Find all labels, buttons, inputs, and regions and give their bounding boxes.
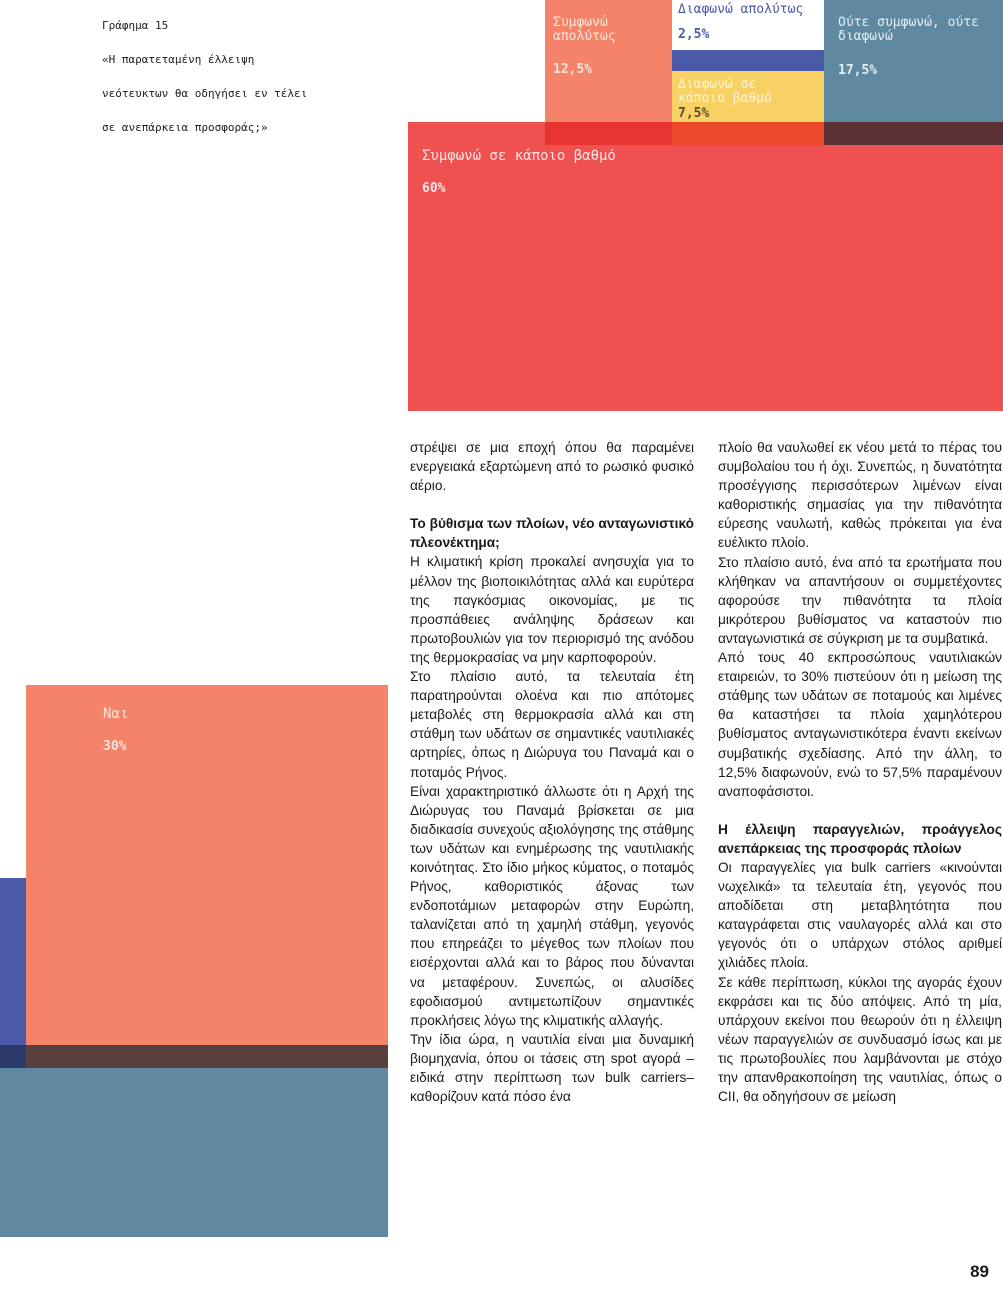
label-disagree-somewhat: Διαφωνώ σε κάποιο βαθμό (678, 77, 772, 106)
block-steel (0, 1068, 388, 1237)
chart-caption (102, 0, 392, 153)
overlap-orange-red (545, 122, 672, 145)
value-agree-fully: 12,5% (553, 62, 593, 77)
label-agree-somewhat: Συμφωνώ σε κάποιο βαθμό (422, 148, 616, 164)
col2-paragraph-4: Οι παραγγελίες για bulk carriers «κινούνται νωχελικά» τα τελευταία έτη, γεγονός που αποδίδεται στη μεταβλητότητα που καταγράφεται στις ναυλαγορές αλλά και στο γεγονός ότι ο υπάρχων στόλος αριθμεί χιλιάδες πλοία. (718, 859, 1002, 971)
col1-paragraph-5: Την ίδια ώρα, η ναυτιλία είναι μια δυναμική βιομηχανία, όπου οι τάσεις στη spot αγορά –ειδικά στην περίπτωση των bulk carriers– καθορίζουν κατά πόσο ένα (410, 1031, 694, 1105)
label-disagree-fully: Διαφωνώ απολύτως (678, 2, 804, 17)
col2-heading: Η έλλειψη παραγγελιών, προάγγελος ανεπάρκειας της προσφοράς πλοίων (718, 821, 1002, 856)
block-yes (26, 685, 388, 1045)
value-disagree-somewhat: 7,5% (678, 106, 710, 121)
col2-paragraph-2: Στο πλαίσιο αυτό, ένα από τα ερωτήματα που κλήθηκαν να απαντήσουν οι συμμετέχοντες αφορούσε την πιθανότητα τα πλοία μικρότερου βυθίσματος να καταστούν πιο ανταγωνιστικά σε σύγκριση με τα συμβατικά. (718, 554, 1002, 646)
caption-line-4: σε ανεπάρκεια προσφοράς;» (102, 121, 268, 134)
col2-paragraph-1: πλοίο θα ναυλωθεί εκ νέου μετά το πέρας του συμβολαίου του ή όχι. Συνεπώς, η δυνατότητα προσέγγισης περισσότερων λιμένων είναι καθοριστικής σημασίας για την πιθανότητα εύρεσης ναυλωτή, καθώς πρόκειται για ένα ευέλικτο πλοίο. (718, 440, 1002, 551)
col1-paragraph-1: στρέψει σε μια εποχή όπου θα παραμένει ενεργειακά εξαρτώμενη από το ρωσικό φυσικό αέριο. (410, 440, 694, 494)
col2-paragraph-3: Από τους 40 εκπροσώπους ναυτιλιακών εταιρειών, το 30% πιστεύουν ότι η μείωση της στάθμης των υδάτων σε ποταμούς και λιμένες θα καταστήσει τα πλοία χαμηλότερου βυθίσματος ανταγωνιστικότερα έναντι εκείνων συμβατικής σχεδίασης. Από την άλλη, το 12,5% διαφωνούν, ενώ το 57,5% παραμένουν αναποφάσιστοι. (718, 650, 1002, 799)
article-column-1 (410, 438, 694, 1106)
caption-line-3: νεότευκτων θα οδηγήσει εν τέλει (102, 87, 308, 100)
col1-paragraph-2: Η κλιματική κρίση προκαλεί ανησυχία για το μέλλον της βιοποικιλότητας αλλά και ευρύτερα της παγκόσμιας οικονομίας, με τις προσπάθειες ανάληψης δράσεων και πρωτοβουλιών για τον περιορισμό της ανόδου της θερμοκρασίας να μην καρποφορούν. (410, 554, 694, 665)
col2-paragraph-5: Σε κάθε περίπτωση, κύκλοι της αγοράς έχουν εκφράσει και τις δύο απόψεις. Από τη μία, υπάρχουν εκείνοι που θεωρούν ότι η έλλειψη νέων παραγγελιών σε συνδυασμό ίσως και με τις πρωτοβουλίες που λαμβάνονται με στόχο την απανθρακοποίηση της ναυτιλίας, όπως ο CII, θα οδηγήσουν σε μείωση (718, 974, 1002, 1105)
label-neutral: Ούτε συμφωνώ, ούτε διαφωνώ (838, 15, 979, 44)
value-disagree-fully: 2,5% (678, 27, 710, 42)
col1-paragraph-3: Στο πλαίσιο αυτό, τα τελευταία έτη παρατηρούνται ολοένα και πιο απότομες μεταβολές στη θερμοκρασία αλλά και στη στάθμη των υδάτων σε σημαντικές ναυτιλιακές αρτηρίες, όπως η Διώρυγα του Παναμά και ο ποταμός Ρήνος. (410, 669, 694, 780)
value-neutral: 17,5% (838, 63, 878, 78)
page-number: 89 (970, 1262, 989, 1281)
block-overlap-dark (26, 1045, 388, 1068)
overlap-blue-red (824, 122, 1003, 145)
value-yes: 30% (103, 739, 127, 754)
caption-line-2: «Η παρατεταμένη έλλειψη (102, 53, 255, 66)
value-agree-somewhat: 60% (422, 181, 446, 196)
block-blue-overlap (0, 1045, 26, 1068)
label-agree-fully: Συμφωνώ απολύτως (553, 15, 616, 44)
overlap-yellow-red (672, 122, 824, 145)
label-yes: Ναι (103, 706, 129, 722)
col1-heading: Το βύθισμα των πλοίων, νέο ανταγωνιστικό πλεονέκτημα; (410, 516, 694, 551)
col1-paragraph-4: Είναι χαρακτηριστικό άλλωστε ότι η Αρχή της Διώρυγας του Παναμά βρίσκεται σε μια διαδικασία συνεχούς αξιολόγησης της στάθμης των υδάτων και ενημέρωσης της ναυτιλιακής κοινότητας. Στο ίδιο μήκος κύματος, ο ποταμός Ρήνος, καθοριστικός άξονας των ενδοποτάμιων μεταφορών στην Ευρώπη, ταλανίζεται από τη χαμηλή στάθμη, γεγονός που επηρεάζει το μέγεθος των πλοίων που εισέρχονται αλλά και το βάρος που δύνανται να μεταφέρουν. Συνεπώς, οι αλυσίδες εφοδιασμού αντιμετωπίζουν σημαντικές προκλήσεις λόγω της κλιματικής αλλαγής. (410, 783, 694, 1028)
block-agree-somewhat (408, 122, 1003, 411)
article-column-2 (718, 438, 1002, 1106)
caption-line-1: Γράφημα 15 (102, 19, 169, 32)
block-disagree-fully (672, 50, 824, 71)
block-blue-strip (0, 878, 26, 1045)
